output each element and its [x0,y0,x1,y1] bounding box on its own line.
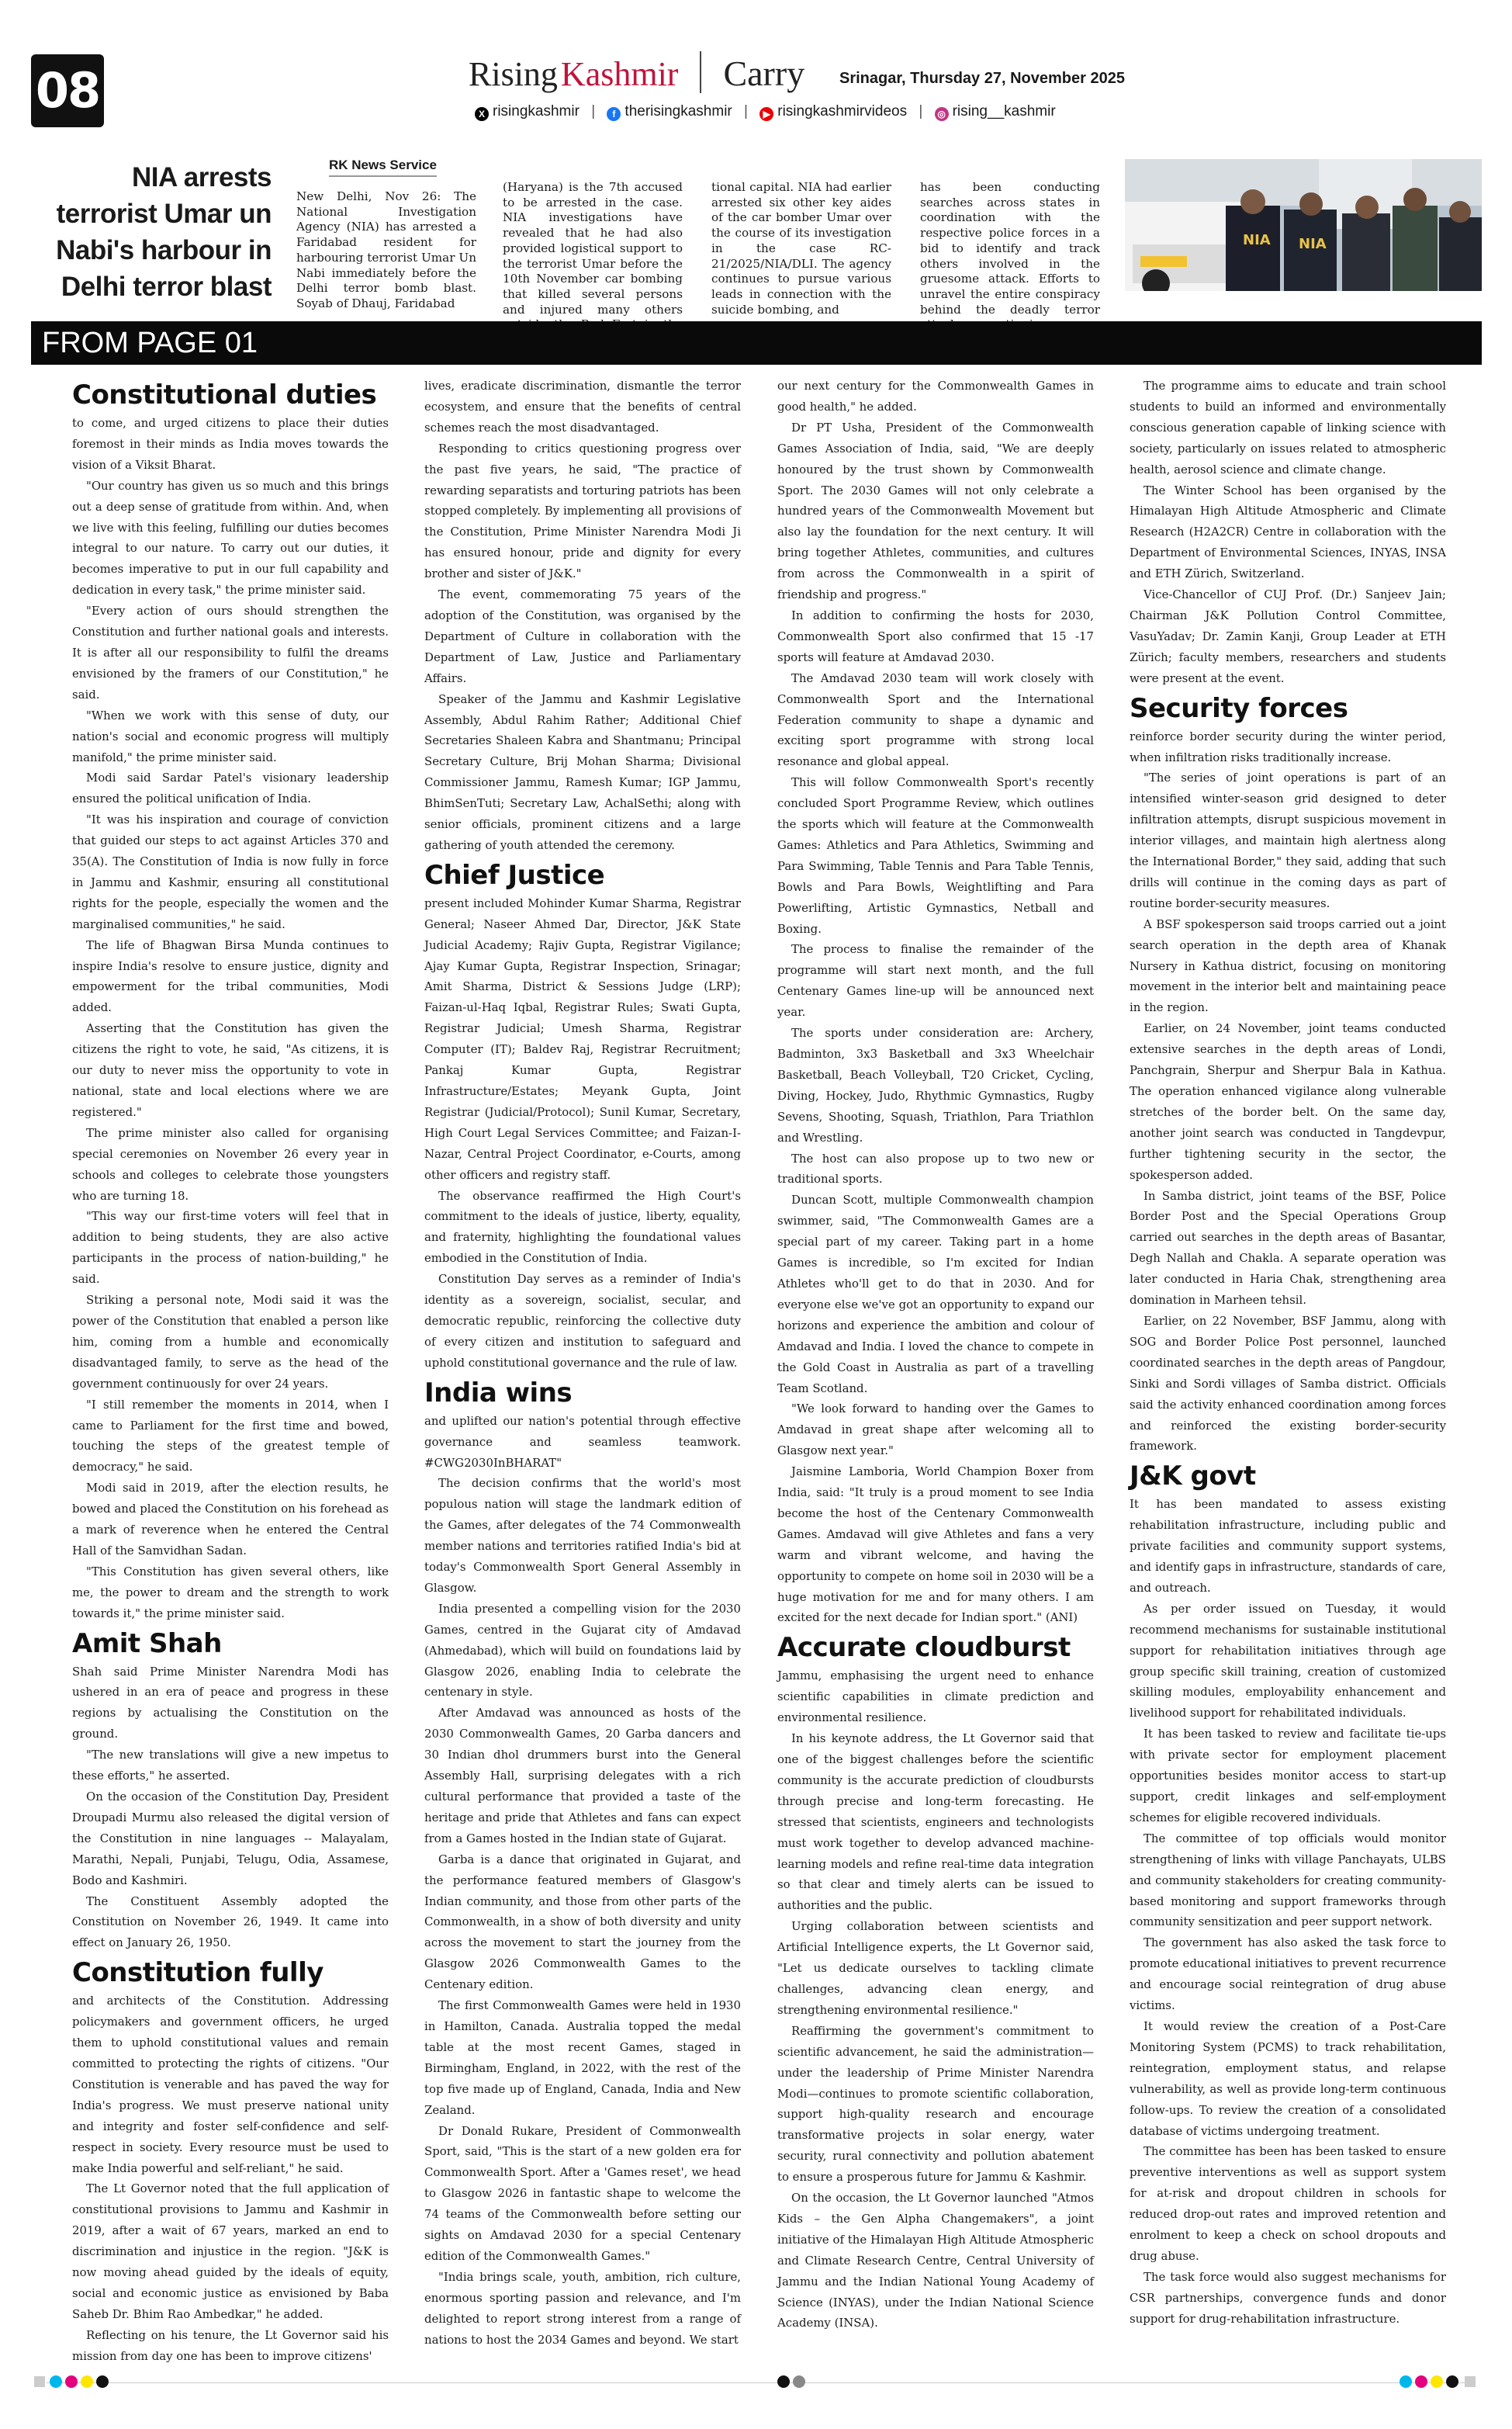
article-paragraph: In his keynote address, the Lt Governor said that one of the biggest challenges before the scientific community is the accurate prediction of cloudbursts through precise and long-term forecasting. He stressed that scientists, engineers and technologists must work together to develop advanced machine-learning models and refine real-time data integration so that clear and timely alerts can be issued to authorities and the public. [777,1731,1094,1913]
article-paragraph: and architects of the Constitution. Addressing policymakers and government officers, he urged them to uphold constitutional values and remain committed to protecting the rights of citizens. "Our Constitution is venerable and has paved the way for India's progress. We must preserve national unity and integrity and foster self-confidence and self-respect in society. Every resource must be used to make India powerful and self-reliant," he said. [72,1994,389,2175]
article-paragraph: The committee of top officials would monitor strengthening of links with village Panchayats, ULBS and community stakeholders for creating community-based monitoring and support frameworks through community sensitization and peer support network. [1130,1831,1446,1929]
social-x-handle[interactable]: risingkashmir [493,103,580,120]
article-paragraph: The Constituent Assembly adopted the Constitution on November 26, 1949. It came into effect on January 26, 1950. [72,1894,389,1950]
reg-dot-yellow [1431,2375,1443,2388]
article-column-2 [424,376,741,2350]
top-story-headline: NIA arrests terrorist Umar un Nabi's harbour in Delhi terror blast [56,162,272,302]
article-paragraph: This will follow Commonwealth Sport's recently concluded Sport Programme Review, which outlines the sports which will feature at the Commonwealth Games: Athletics and Para Athletics, Swimming and Para Swimming, Table Tennis and Para Table Tennis, Bowls and Para Bowls, Weightlifting and Para Powerlifting, Artistic Gymnastics, Netball and Boxing. [777,775,1094,936]
article-paragraph: Speaker of the Jammu and Kashmir Legislative Assembly, Abdul Rahim Rather; Additional Chief Secretaries Shaleen Kabra and Shantmanu; Principal Secretary Culture, Brij Mohan Sharma; Divisional Commissioner Jammu, Ramesh Kumar; IGP Jammu, BhimSenTuti; Secretary Law, AchalSethi; along with senior officials, prominent citizens and a large gathering of youth attended the ceremony. [424,691,741,852]
article-paragraph: The Winter School has been organised by the Himalayan High Altitude Atmospheric and Climate Research (H2A2CR) Centre in collaboration with the Department of Environmental Sciences, INYAS, INSA and ETH Zürich, Switzerland. [1130,483,1446,581]
article-paragraph: Vice-Chancellor of CUJ Prof. (Dr.) Sanjeev Jain; Chairman J&K Pollution Control Committee, VasuYadav; Dr. Zamin Kanji, Group Leader at ETH Zürich; faculty members, researchers and students were present at the event. [1130,587,1446,685]
reg-dot-magenta [1415,2375,1427,2388]
article-paragraph: As per order issued on Tuesday, it would recommend mechanisms for sustainable institutional support for rehabilitation initiatives through age group specific skill training, creation of customized skilling modules, employability enhancement and livelihood support for rehabilitated individuals. [1130,1601,1446,1720]
dateline: Srinagar, Thursday 27, November 2025 [839,70,1125,87]
article-paragraph: The prime minister also called for organising special ceremonies on November 26 every year in schools and colleges to celebrate those youngsters who are turning 18. [72,1125,389,1203]
article-paragraph: It has been mandated to assess existing rehabilitation infrastructure, including public and private facilities and community support systems, and identify gaps in infrastructure, standards of care, and outreach. [1130,1497,1446,1595]
article-paragraph: reinforce border security during the winter period, when infiltration risks traditionally increase. [1130,729,1446,764]
article-column-1 [72,376,389,2367]
section-heading: India wins [424,1377,573,1409]
article-paragraph: The decision confirms that the world's most populous nation will stage the landmark edition of the Games, after delegates of the 74 Commonwealth member nations and territories ratified India's bid at today's Commonwealth Sport General Assembly in Glasgow. [424,1476,741,1595]
article-paragraph: "It was his inspiration and courage of conviction that guided our steps to act against Articles 370 and 35(A). The Constitution of India is now fully in force in Jammu and Kashmir, ensuring all constitutional rights for the people, especially the women and the marginalised communities," he said. [72,813,389,931]
article-paragraph: On the occasion of the Constitution Day, President Droupadi Murmu also released the digital version of the Constitution in nine languages -- Malayalam, Marathi, Nepali, Punjabi, Telugu, Odia, Assamese, Bodo and Kashmiri. [72,1790,389,1887]
article-paragraph: Duncan Scott, multiple Commonwealth champion swimmer, said, "The Commonwealth Games are a special part of my career. Taking part in a home Games is incredible, so I'm excited for Indian Athletes who'll get to do that in 2030. And for everyone else we've got an opportunity to expand our horizons and experience the ambition and colour of Amdavad and India. I loved the chance to compete in the Gold Coast in Australia as part of a travelling Team Scotland. [777,1193,1094,1395]
article-paragraph: In Samba district, joint teams of the BSF, Police Border Post and the Special Operations Group carried out searches in the depth areas of Basantar, Degh Nallah and Chakla. A separate operation was later conducted in Haria Chak, strengthening area domination in Marheen tehsil. [1130,1188,1446,1308]
article-paragraph: The Lt Governor noted that the full application of constitutional provisions to Jammu and Kashmir in 2019, after a wait of 67 years, marked an end to discrimination and injustice in the region. "J&K is now moving ahead guided by the ideals of equity, social and economic justice as envisioned by Baba Saheb Dr. Bhim Rao Ambedkar," he added. [72,2181,389,2321]
top-story-column: has been conducting searches across states in coordination with the respective police forces in a bid to identify and track others involved in the gruesome attack. Efforts to unravel the entire conspiracy behind the deadly terror [920,180,1100,317]
article-paragraph: Reaffirming the government's commitment to scientific advancement, he said the administration—under the leadership of Prime Minister Narendra Modi—continues to promote scientific collaboration, support high-quality research and encourage transformative projects in solar energy, water security, rural connectivity and pollution abatement to ensure a prosperous future for Jammu & Kashmir. [777,2023,1094,2185]
article-paragraph: "India brings scale, youth, ambition, rich culture, enormous sporting passion and relevance, and I'm delighted to report strong interest from a range of nations to host the 2034 Games and beyond. We start [424,2269,741,2347]
article-paragraph: Modi said Sardar Patel's visionary leadership ensured the political unification of India. [72,771,389,806]
article-column-3 [777,376,1094,2334]
article-paragraph: A BSF spokesperson said troops carried out a joint search operation in the depth area of Khanak Nursery in Kathua district, focusing on monitoring movement in the interior belt and maintaining peace in the region. [1130,917,1446,1015]
article-paragraph: On the occasion, the Lt Governor launched "Atmos Kids – the Gen Alpha Changemakers", a joint initiative of the Himalayan High Altitude Atmospheric and Climate Research Centre, Central University of Jammu and the Indian National Young Academy of Science (INYAS), under the Indian National Science Academy (INSA). [777,2191,1094,2330]
article-paragraph: The programme aims to educate and train school students to build an informed and environmentally conscious generation capable of linking science with society, particularly on issues related to atmospheric health, aerosol science and climate change. [1130,379,1446,476]
registration-line [47,2382,1466,2383]
article-paragraph: "The new translations will give a new impetus to these efforts," he asserted. [72,1748,389,1783]
social-youtube-handle[interactable]: risingkashmirvideos [777,103,908,120]
article-paragraph: lives, eradicate discrimination, dismantle the terror ecosystem, and ensure that the benefits of central schemes reach the most disadvantaged. [424,379,741,435]
reg-square [34,2376,45,2387]
from-page-banner: FROM PAGE 01 [31,321,1482,365]
section-heading: J&K govt [1130,1461,1256,1492]
article-paragraph: The observance reaffirmed the High Court's commitment to the ideals of justice, liberty, equality, and fraternity, highlighting the foundational values embodied in the Constitution of India. [424,1188,741,1266]
masthead-rising: Rising [469,55,558,93]
article-paragraph: to come, and urged citizens to place their duties foremost in their minds as India moves towards the vision of a Viksit Bharat. [72,416,389,472]
article-paragraph: The first Commonwealth Games were held in 1930 in Hamilton, Canada. Australia topped the medal table at the most recent Games, staged in Birmingham, England, in 2022, with the rest of the top five made up of England, Canada, India and New Zealand. [424,1998,741,2117]
social-instagram-handle[interactable]: rising__kashmir [952,103,1056,120]
article-paragraph: The Amdavad 2030 team will work closely with Commonwealth Sport and the International Federation community to shape a dynamic and exciting sport programme with strong local resonance and global appeal. [777,670,1094,769]
article-paragraph: "This Constitution has given several others, like me, the power to dream and the strength to work towards it," the prime minister said. [72,1564,389,1620]
reg-dot-cyan [50,2375,62,2388]
top-story-column: New Delhi, Nov 26: The National Investigation Agency (NIA) has arrested a Faridabad resident for harbouring terrorist Umar Un Nabi immediately before the Delhi terror bomb blast. Soyab of Dhauj, Faridabad [296,189,476,310]
article-paragraph: Earlier, on 22 November, BSF Jammu, along with SOG and Border Police Post personnel, launched coordinated searches in the depth areas of Pangdour, Sinki and Sordi villages of Samba district. Officials said the activity enhanced coordination among forces and reinforced the existing border-security framework. [1130,1313,1446,1454]
article-paragraph: The life of Bhagwan Birsa Munda continues to inspire India's resolve to ensure justice, dignity and empowerment for the tribal communities, Modi added. [72,937,389,1015]
photo-nia-jacket-text: NIA [1243,232,1271,248]
section-heading: Accurate cloudburst [777,1632,1071,1664]
article-paragraph: "This way our first-time voters will feel that in addition to being students, they are also active participants in the process of nation-building," he said. [72,1209,389,1287]
article-paragraph: The committee has been has been tasked to ensure preventive interventions as well as support system for at-risk and dropout children in schools for reduced drop-out rates and improved retention and enrolment to keep a check on school dropouts and drug abuse. [1130,2144,1446,2263]
masthead-kashmir: Kashmir [560,55,679,93]
article-paragraph: The task force would also suggest mechanisms for CSR partnerships, convergence funds and donor support for drug-rehabilitation infrastructure. [1130,2269,1446,2326]
reg-square [1465,2376,1476,2387]
section-heading: Constitutional duties [72,379,377,411]
article-paragraph: The event, commemorating 75 years of the adoption of the Constitution, was organised by the Department of Culture in collaboration with the Department of Law, Justice and Parliamentary Affairs. [424,587,741,685]
article-paragraph: Dr Donald Rukare, President of Commonwealth Sport, said, "This is the start of a new golden era for Commonwealth Sport. After a 'Games reset', we head to Glasgow 2026 in fantastic shape to welcome the 74 teams of the Commonwealth before setting our sights on Amdavad 2030 for a special Centenary edition of the Commonwealth Games." [424,2123,741,2263]
page-number: 08 [31,54,104,127]
article-paragraph: The process to finalise the remainder of the programme will start next month, and the full Centenary Games line-up will be announced next year. [777,942,1094,1020]
article-paragraph: Reflecting on his tenure, the Lt Governor said his mission from day one has been to improve citizens' [72,2327,389,2363]
masthead-divider [700,51,701,93]
top-story-column: (Haryana) is the 7th accused to be arrested in the case. NIA investigations have revealed that he had also provided logistical support to the terrorist Umar before the 10th November car bombing that killed several persons and injured many others [503,180,683,317]
article-paragraph: It has been tasked to review and facilitate tie-ups with private sector for employment placement opportunities besides monitor access to start-up support, credit linkages and self-employment schemes for eligible recovered individuals. [1130,1727,1446,1824]
article-paragraph: Earlier, on 24 November, joint teams conducted extensive searches in the depth areas of Londi, Panchgrain, Sherpur and Sherpur Bala in Kathua. The operation enhanced vigilance along vulnerable stretches of the border belt. On the same day, another joint search was conducted in Tangdevpur, further tightening security in the sector, the spokesperson added. [1130,1021,1446,1182]
reg-dot-black [777,2375,790,2388]
article-paragraph: Jaismine Lamboria, World Champion Boxer from India, said: "It truly is a proud moment to see India become the host of the Centenary Commonwealth Games. Amdavad will give Athletes and fans a very warm and vibrant welcome, and having the opportunity to compete on home soil in 2030 will be a huge motivation for me and for many others. I am excited for the next decade for Indian sport." (ANI) [777,1464,1094,1625]
x-icon: X [475,107,489,121]
article-paragraph: Constitution Day serves as a reminder of India's identity as a sovereign, socialist, secular, and democratic republic, reinforcing the collective duty of every citizen and institution to safeguard and uphold constitutional governance and the rule of law. [424,1272,741,1370]
article-paragraph: In addition to confirming the hosts for 2030, Commonwealth Sport also confirmed that 15 -17 sports will feature at Amdavad 2030. [777,608,1094,664]
article-paragraph: "The series of joint operations is part of an intensified winter-season grid designed to deter infiltration attempts, disrupt suspicious movement in interior villages, and maintain high alertness along the International Border," they said, adding that such drills will continue in the coming days as part of routine border-security measures. [1130,771,1446,910]
article-paragraph: It would review the creation of a Post-Care Monitoring System (PCMS) to track rehabilitation, reintegration, employment status, and relapse vulnerability, as well as provide long-term continuous follow-ups. To review the creation of a consolidated database of victims undergoing treatment. [1130,2018,1446,2138]
article-paragraph: Dr PT Usha, President of the Commonwealth Games Association of India, said, "We are deeply honoured by the trust shown by Commonwealth Sport. The 2030 Games will not only celebrate a hundred years of the Commonwealth Movement but also lay the foundation for the next century. It will bring together Athletes, communities, and cultures from across the Commonwealth in a spirit of friendship and progress." [777,420,1094,602]
top-story-column: tional capital. NIA had earlier arrested six other key aides of the car bomber Umar over the course of its investigation in the case RC-21/2025/NIA/DLI. The agency continues to pursue various leads in connection with the suicide bombing, and [711,180,891,317]
article-paragraph: Urging collaboration between scientists and Artificial Intelligence experts, the Lt Governor said, "Let us dedicate ourselves to tackling climate challenges, advancing clean energy, and strengthening environmental resilience." [777,1919,1094,2017]
article-paragraph: Modi said in 2019, after the election results, he bowed and placed the Constitution on his forehead as a mark of reverence when he entered the Central Hall of the Samvidhan Sadan. [72,1481,389,1558]
facebook-icon: f [607,107,621,121]
nia-officers-photo [1125,159,1482,291]
article-paragraph: The sports under consideration are: Archery, Badminton, 3x3 Basketball and 3x3 Wheelchair Basketball, Beach Volleyball, T20 Cricket, Cycling, Diving, Hockey, Judo, Rhythmic Gymnastics, Rugby Sevens, Shooting, Squash, Triathlon, Para Triathlon and Wrestling. [777,1026,1094,1145]
social-handles: X risingkashmir | f therisingkashmir | ▶ risingkashmirvideos | ◎ rising__kashmir [475,103,1056,121]
article-paragraph: Asserting that the Constitution has given the citizens the right to vote, he said, "As citizens, it is our duty to never miss the opportunity to vote in national, state and local elections where we are registered." [72,1021,389,1119]
article-paragraph: our next century for the Commonwealth Games in good health," he added. [777,379,1094,414]
reg-dot-magenta [65,2375,78,2388]
youtube-icon: ▶ [759,107,773,121]
top-story-byline: RK News Service [329,158,437,177]
article-paragraph: India presented a compelling vision for the 2030 Games, centred in the Gujarat city of Amdavad (Ahmedabad), which will build on foundations laid by Glasgow 2026, enabling India to celebrate the centenary in style. [424,1601,741,1700]
article-paragraph: Striking a personal note, Modi said it was the power of the Constitution that enabled a person like him, coming from a humble and economically disadvantaged family, to serve as the head of the government continuously for over 24 years. [72,1293,389,1391]
reg-dot-cyan [1400,2375,1412,2388]
article-paragraph: "We look forward to handing over the Games to Amdavad in great shape after welcoming all to Glasgow next year." [777,1402,1094,1458]
article-paragraph: After Amdavad was announced as hosts of the 2030 Commonwealth Games, 20 Garba dancers and 30 Indian dhol drummers burst into the General Assembly Hall, surprising delegates with a rich cultural performance that provided a taste of the heritage and pride that Athletes and fans can expect from a Games hosted in the Indian state of Gujarat. [424,1706,741,1845]
article-paragraph: Jammu, emphasising the urgent need to enhance scientific capabilities in climate prediction and environmental resilience. [777,1668,1094,1725]
photo-nia-jacket-text: NIA [1299,236,1327,252]
masthead-section: Carry [723,54,805,93]
article-paragraph: present included Mohinder Kumar Sharma, Registrar General; Naseer Ahmed Dar, Director, J&K State Judicial Academy; Rajiv Gupta, Registrar Vigilance; Ajay Kumar Gupta, Registrar Inspection, Srinagar; Amit Sharma, District & Sessions Judge (LRP); Faizan-ul-Haq Iqbal, Registrar Rules; Swati Gupta, Registrar Judicial; Umesh Sharma, Registrar Computer (IT); Baldev Raj, Registrar Recruitment; Pankaj Kumar Gupta, Registrar Infrastructure/Estates; Meyank Gupta, Joint Registrar (Judicial/Protocol); Sunil Kumar, Secretary, High Court Legal Services Committee; and Faizan-I-Nazar, Central Project Coordinator, e-Courts, among other officers and registry staff. [424,896,741,1182]
article-paragraph: The government has also asked the task force to promote educational initiatives to prevent recurrence and encourage social reintegration of drug abuse victims. [1130,1935,1446,2013]
instagram-icon: ◎ [935,107,949,121]
section-heading: Security forces [1130,692,1348,724]
reg-dot-black [1446,2375,1458,2388]
article-paragraph: "Every action of ours should strengthen the Constitution and further national goals and interests. It is after all our responsibility to fulfil the dreams envisioned by the framers of our Constitution," he said. [72,604,389,702]
article-paragraph: and uplifted our nation's potential through effective governance and seamless teamwork. #CWG2030InBHARAT" [424,1413,741,1470]
social-facebook-handle[interactable]: therisingkashmir [625,103,732,120]
article-paragraph: "Our country has given us so much and this brings out a deep sense of gratitude from within. And, when we live with this feeling, fulfilling our duties becomes integral to our nature. To carry out our duties, it becomes imperative to put in our full capability and dedication in every task," the prime minister said. [72,478,389,598]
section-heading: Amit Shah [72,1627,222,1659]
article-paragraph: Garba is a dance that originated in Gujarat, and the performance featured members of Glasgow's Indian community, and those from other parts of the Commonwealth, in a show of both diversity and unity across the movement to start the journey from the Glasgow 2026 Commonwealth Games to the Centenary edition. [424,1852,741,1992]
reg-dot-yellow [81,2375,93,2388]
article-paragraph: "I still remember the moments in 2014, when I came to Parliament for the first time and bowed, touching the steps of the greatest temple of democracy," he said. [72,1397,389,1474]
article-paragraph: Shah said Prime Minister Narendra Modi has ushered in an era of peace and progress in these regions by actualising the Constitution on the ground. [72,1664,389,1741]
reg-dot-grey [793,2375,805,2388]
article-paragraph: Responding to critics questioning progress over the past five years, he said, "The practice of rewarding separatists and torturing patriots has been stopped completely. By implementing all provisions of the Constitution, Prime Minister Narendra Modi Ji has ensured honour, pride and dignity for every brother and sister of J&K." [424,441,741,581]
article-paragraph: "When we work with this sense of duty, our nation's social and economic progress will multiply manifold," the prime minister said. [72,708,389,764]
section-heading: Chief Justice [424,859,605,891]
reg-dot-black [96,2375,109,2388]
article-column-4 [1130,376,1446,2330]
article-paragraph: The host can also propose up to two new or traditional sports. [777,1151,1094,1187]
section-heading: Constitution fully [72,1957,324,1989]
top-story-photo [1125,159,1482,291]
